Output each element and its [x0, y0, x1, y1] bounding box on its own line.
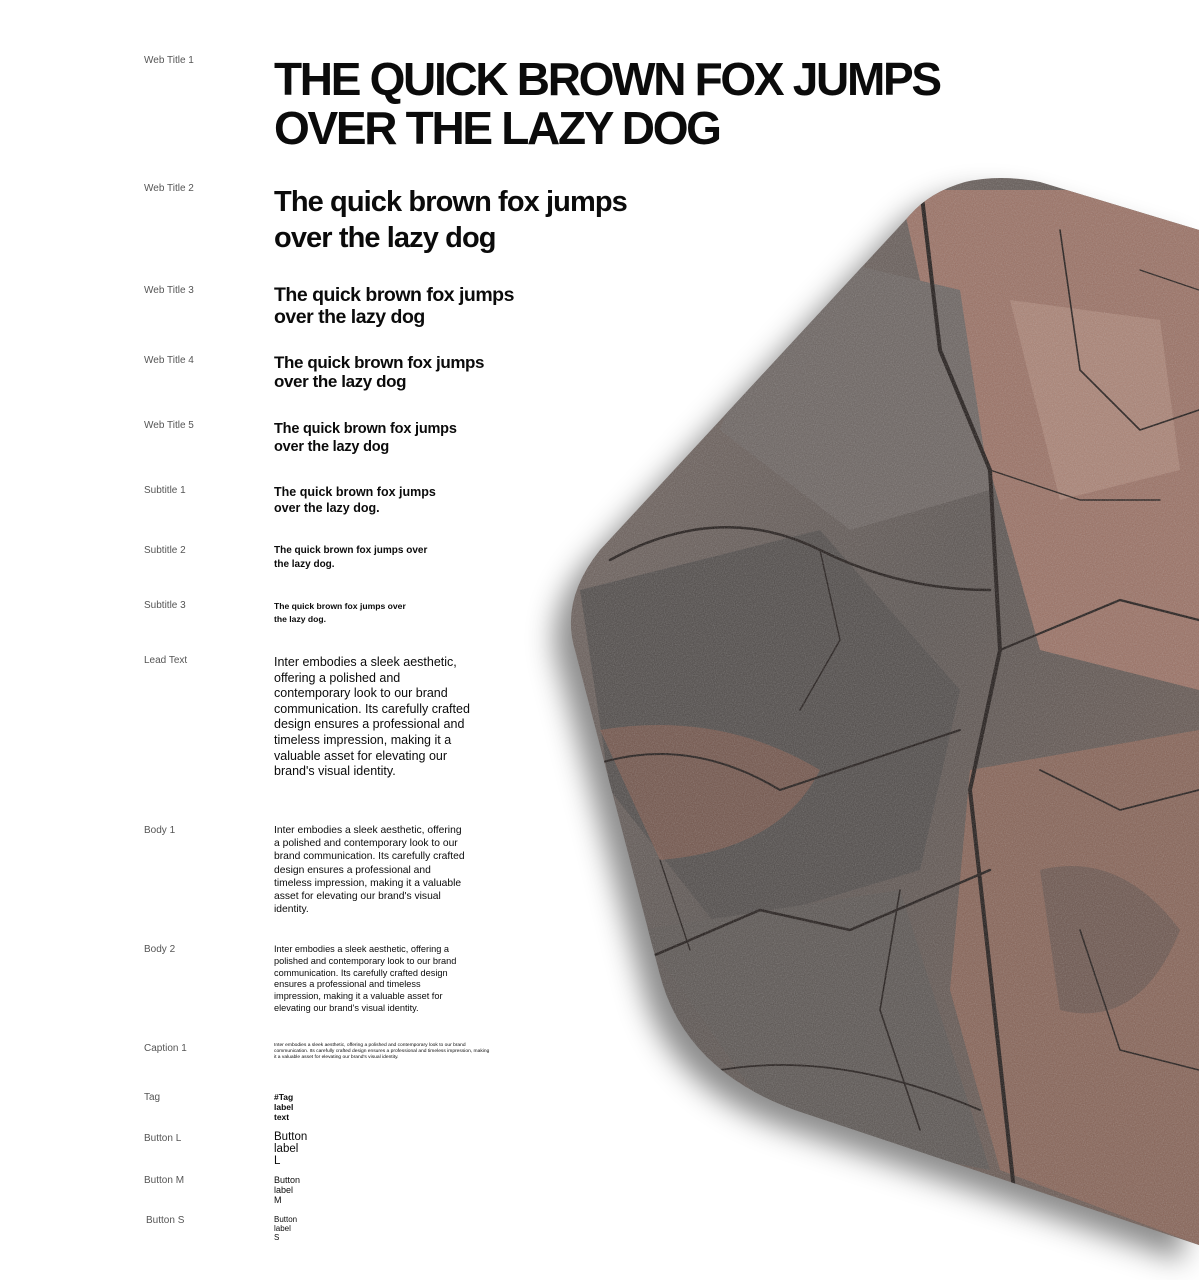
style-label: Button M [144, 1175, 185, 1186]
style-sample: Inter embodies a sleek aesthetic, offering a polished and contemporary look to our brand communication. Its carefully crafted design ensures a professional and timeless impression, making it a valuable asset for elevating our brand's visual identity. [274, 1043, 490, 1061]
style-label: Caption 1 [144, 1043, 187, 1054]
style-label: Web Title 2 [144, 183, 194, 194]
style-sample: The quick brown fox jumps over the lazy dog. [274, 485, 436, 515]
style-label: Subtitle 3 [144, 600, 186, 611]
style-sample: Button label M [274, 1175, 301, 1205]
style-label: Tag [144, 1092, 161, 1103]
style-label: Subtitle 1 [144, 485, 186, 496]
style-label: Lead Text [144, 655, 188, 666]
style-sample: The quick brown fox jumps over the lazy dog. [274, 601, 406, 624]
style-sample: The quick brown fox jumps over the lazy dog [274, 353, 485, 391]
stone-texture-svg [520, 170, 1199, 1245]
style-sample: The quick brown fox jumps over the lazy dog [274, 421, 457, 455]
style-sample: Inter embodies a sleek aesthetic, offering a polished and contemporary look to our brand communication. Its carefully crafted design ensures a professional and timeless impression, making it a valuable asset for elevating our brand's visual identity. [274, 655, 470, 779]
style-label: Button S [146, 1215, 185, 1226]
stone-texture-image [520, 170, 1199, 1245]
style-sample: #Tag label text [274, 1092, 294, 1122]
style-sample: The quick brown fox jumps over the lazy dog [274, 186, 627, 254]
style-label: Subtitle 2 [144, 545, 186, 556]
style-label: Body 1 [144, 825, 176, 836]
style-label: Button L [144, 1133, 182, 1144]
style-sample: Button label S [274, 1215, 298, 1242]
style-sample: The quick brown fox jumps over the lazy dog. [274, 545, 428, 570]
style-sample: Button label L [274, 1131, 308, 1167]
style-label: Web Title 5 [144, 420, 194, 431]
style-sample: The quick brown fox jumps over the lazy dog [274, 284, 514, 328]
style-label: Web Title 3 [144, 285, 194, 296]
style-sample: Inter embodies a sleek aesthetic, offering a polished and contemporary look to our brand communication. Its carefully crafted design ensures a professional and timeless impression, making it a valuable asset for elevating our brand's visual identity. [274, 944, 457, 1013]
style-label: Body 2 [144, 944, 176, 955]
style-label: Web Title 1 [144, 55, 194, 66]
style-sample: THE QUICK BROWN FOX JUMPS OVER THE LAZY DOG [274, 53, 940, 154]
style-label: Web Title 4 [144, 355, 194, 366]
style-sample: Inter embodies a sleek aesthetic, offering a polished and contemporary look to our brand communication. Its carefully crafted design ensures a professional and timeless impression, making it a valuable asset for elevating our brand's visual identity. [274, 825, 465, 916]
